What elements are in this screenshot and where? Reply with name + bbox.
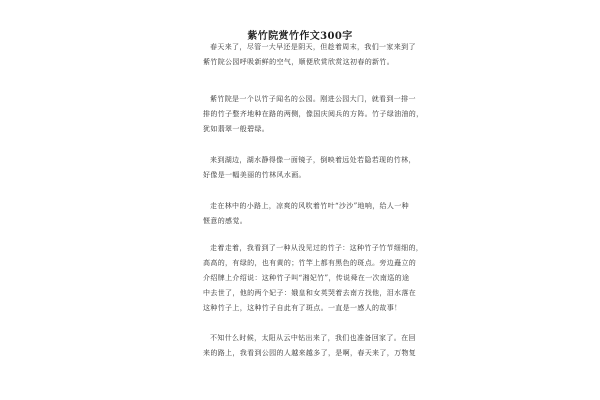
paragraph-2: [203, 92, 424, 137]
paragraph-3: [203, 153, 416, 183]
paragraph-6: [203, 331, 417, 361]
text-line: 犹如翡翠一般碧绿。: [203, 125, 270, 133]
text-line: 紫竹院是一个以竹子闻名的公园。刚进公园大门，就看到一排一: [210, 95, 416, 103]
text-line: 惬意的感觉。: [203, 217, 248, 225]
paragraph-5: [203, 241, 424, 316]
text-line: 好像是一幅美丽的竹林风水画。: [203, 171, 306, 179]
document-title: 紫竹院赏竹作文300字: [247, 31, 353, 42]
paragraph-4: [203, 199, 409, 229]
text-line: 来到湖边，湖水静得像一面镜子，倒映着远处若隐若现的竹林，: [210, 156, 416, 164]
paragraph-1: [203, 40, 416, 70]
text-line: 紫竹院公园呼吸新鲜的空气，顺便欣赏欣赏这初春的新竹。: [203, 58, 395, 66]
text-line: 介绍牌上介绍说：这种竹子叫“湘妃竹”，传说舜在一次南巡的途: [203, 274, 410, 282]
text-line: 走在林中的小路上，凉爽的风吹着竹叶“沙沙”地响，给人一种: [210, 202, 409, 210]
text-line: 走着走着，我看到了一种从没见过的竹子：这种竹子竹节细细的，: [210, 244, 424, 252]
text-line: 不知什么时候，太阳从云中钻出来了，我们也准备回家了。在回: [210, 334, 416, 342]
text-line: 中去世了，他的两个妃子：娥皇和女英哭着去南方找他，泪水落在: [203, 289, 417, 297]
text-line: 排的竹子整齐地种在路的两侧，像国庆阅兵的方阵。竹子绿油油的，: [203, 110, 424, 118]
text-line: 春天来了，尽管一大早还是阴天，但趁着周末，我们一家来到了: [210, 43, 416, 51]
text-line: 这种竹子上，这种竹子自此有了斑点。一直是一感人的故事！: [203, 304, 402, 312]
text-line: 来的路上，我看到公园的人越来越多了，是啊，春天来了，万物复: [203, 349, 417, 357]
text-line: 高高的，有绿的，也有黄的；竹竿上都有黑色的斑点。旁边矗立的: [203, 259, 417, 267]
